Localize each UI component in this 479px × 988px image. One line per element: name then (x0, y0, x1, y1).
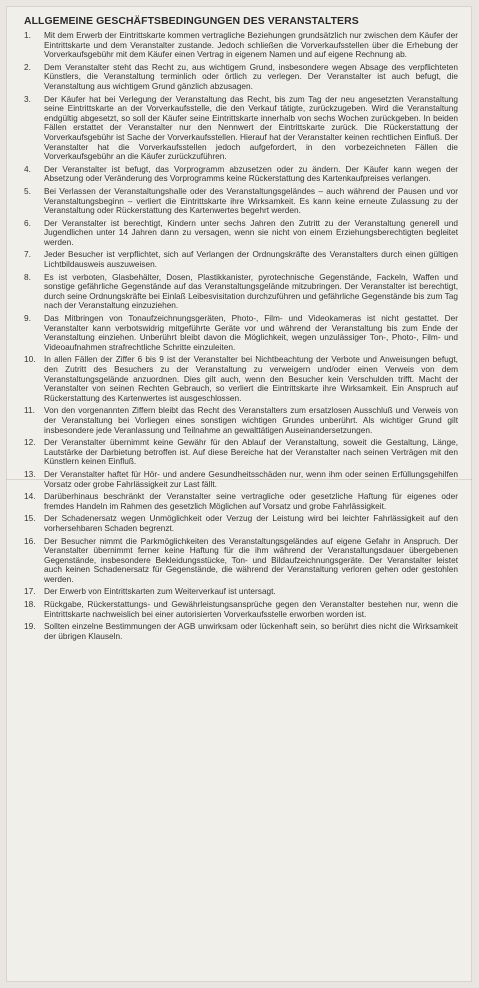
clause-text: Der Veranstalter ist befugt, das Vorprogramm abzusetzen oder zu ändern. Der Käufer kann wegen der Absetzung oder Veränderung des Vorprogramms keine Rückerstattung des Kartenkaufpreises verlangen. (44, 163, 458, 184)
clause-item (24, 187, 458, 216)
clause-text: Von den vorgenannten Ziffern bleibt das Recht des Veranstalters zum ersatzlosen Ausschluß und Verweis von der Veranstaltung bei Vorliegen eines sonstigen wichtigen Grundes unberührt. Als wichtiger Grund gilt insbesondere jede Veranlassung und Teilnahme an gewalttätigen Auseinandersetzungen. (44, 405, 458, 435)
document-title: ALLGEMEINE GESCHÄFTSBEDINGUNGEN DES VERANSTALTERS (24, 16, 359, 27)
clause-number: 14. (24, 491, 36, 502)
clause-text: Der Besucher nimmt die Parkmöglichkeiten des Veranstaltungsgeländes auf eigene Gefahr in Anspruch. Der Veranstalter übernimmt ferner keine Haftung für die ihm während der Veranstaltungsdauer übergebenen Gegenstände, insbesondere Bekleidungsstücke, Ton- und Bildaufzeichnungsgeräte. Der Veranstalter leistet auch keinen Schadenersatz für Gegenstände, die während der Veranstaltung verloren gehen oder gestohlen werden. (44, 535, 458, 584)
clause-number: 3. (24, 93, 31, 104)
clause-number: 8. (24, 271, 31, 282)
clause-number: 18. (24, 599, 36, 610)
clause-number: 15. (24, 513, 36, 524)
clause-list (24, 31, 458, 641)
clause-item (24, 355, 458, 403)
clause-text: Sollten einzelne Bestimmungen der AGB unwirksam oder lückenhaft sein, so berührt dies nicht die Wirksamkeit der übrigen Klauseln. (44, 621, 458, 641)
clause-number: 11. (24, 405, 35, 416)
clause-number: 19. (24, 621, 36, 632)
clause-text: Der Schadenersatz wegen Unmöglichkeit oder Verzug der Leistung wird bei leichter Fahrlässigkeit auf den vorhersehbaren Schaden begrenzt. (44, 513, 458, 533)
clause-number: 12. (24, 437, 36, 448)
clause-text: Mit dem Erwerb der Eintrittskarte kommen vertragliche Beziehungen grundsätzlich nur zwischen dem Käufer der Eintrittskarte und dem Veranstalter zustande. Jedoch schließen die Vorverkaufsstellen über die Erhebung der Vorverkaufsgebühr mit dem Käufer einen Vertrag in eigenem Namen und auf eigene Rechnung ab. (44, 30, 458, 60)
clause-text: Es ist verboten, Glasbehälter, Dosen, Plastikkanister, pyrotechnische Gegenstände, Fackeln, Waffen und sonstige gefährliche Gegenstände auf das Veranstaltungsgelände mitzubringen. Der Veranstalter ist berechtigt, durch seine Ordnungskräfte bei Einlaß Leibesvisitation durchzuführen und gefährliche Gegenstände bis zum Tag nach der Veranstaltung einzuziehen. (44, 271, 458, 311)
clause-number: 7. (24, 249, 31, 260)
clause-number: 10. (24, 354, 36, 365)
clause-item (24, 31, 458, 60)
clause-item (24, 314, 458, 352)
clause-item (24, 622, 458, 641)
clause-number: 17. (24, 586, 36, 597)
clause-text: Bei Verlassen der Veranstaltungshalle oder des Veranstaltungsgeländes – auch während der Pausen und vor Veranstaltungsbeginn – verliert die Eintrittskarte ihre Wirksamkeit. Es kann keine erneute Zulassung zu der Veranstaltung oder Rückerstattung des Kartenwertes begehrt werden. (44, 185, 458, 216)
clause-item (24, 406, 458, 435)
clause-item (24, 587, 458, 597)
clause-text: Darüberhinaus beschränkt der Veranstalter seine vertragliche oder gesetzliche Haftung für eigenes oder fremdes Handeln im Rahmen des gesetzlich Möglichen auf Vorsatz und grobe Fahrlässigkeit. (44, 491, 458, 511)
clause-text: Der Veranstalter übernimmt keine Gewähr für den Ablauf der Veranstaltung, soweit die Gestaltung, Länge, Lautstärke der Darbietung betroffen ist. Auf diese Bereiche hat der Veranstalter nach seinen Verträgen mit den Künstlern keinen Einfluß. (44, 437, 458, 467)
clause-item (24, 219, 458, 248)
clause-number: 1. (24, 30, 31, 40)
clause-item (24, 250, 458, 269)
clause-item (24, 470, 458, 489)
clause-text: Jeder Besucher ist verpflichtet, sich auf Verlangen der Ordnungskräfte des Veranstalters durch einen gültigen Lichtbildausweis auszuweisen. (44, 249, 458, 270)
clause-text: Der Veranstalter haftet für Hör- und andere Gesundheitsschäden nur, wenn ihm oder seinen Erfüllungsgehilfen Vorsatz oder grobe Fahrlässigkeit zur Last fällt. (44, 468, 458, 489)
clause-text: Das Mitbringen von Tonaufzeichnungsgeräten, Photo-, Film- und Videokameras ist nicht gestattet. Der Veranstalter kann verbotswidrig mitgeführte Geräte vor und während der Veranstaltung bis zum Ende der Veranstaltung einziehen. Unberührt bleibt davon die Möglichkeit, wegen unzulässiger Ton-, Photo-, Film- und Videoaufnahmen strafrechtliche Schritte einzuleiten. (44, 313, 458, 352)
clause-item (24, 514, 458, 533)
clause-number: 2. (24, 61, 31, 72)
terms-document (24, 16, 458, 644)
clause-text: Der Veranstalter ist berechtigt, Kindern unter sechs Jahren den Zutritt zu der Veranstaltung generell und Jugendlichen unter 14 Jahren dann zu versagen, wenn sie nicht von einem Erziehungsberechtigten begleitet werden. (44, 217, 458, 247)
clause-number: 13. (24, 468, 36, 479)
clause-text: Der Erwerb von Eintrittskarten zum Weiterverkauf ist untersagt. (44, 586, 276, 597)
clause-number: 5. (24, 185, 31, 196)
clause-item (24, 95, 458, 162)
clause-text: Der Käufer hat bei Verlegung der Veranstaltung das Recht, bis zum Tag der neu angesetzten Veranstaltung seine Eintrittskarte an der Vorverkaufsstelle, die den Verkauf tätigte, zurückzugeben. Wird die Veranstaltung endgültig abgesetzt, so soll der Käufer seine Eintrittskarte innerhalb von sechs Wochen zurückgeben. In beiden Fällen erstattet der Veranstalter nur den Nennwert der Eintrittskarte zurück. Die Rückerstattung der Vorverkaufsgebühr ist Sache der Vorverkaufsstellen. Hierauf hat der Veranstalter keinen rechtlichen Einfluß. Der Veranstalter hat die Vorverkaufsstellen jedoch aufgefordert, in den vorbezeichneten Fällen die Vorverkaufsgebühr an die Käufer zurückzuführen. (44, 93, 458, 162)
clause-item (24, 438, 458, 467)
clause-number: 9. (24, 313, 31, 324)
clause-text: In allen Fällen der Ziffer 6 bis 9 ist der Veranstalter bei Nichtbeachtung der Verbote und Anweisungen befugt, den Zutritt des Besuchers zu der Veranstaltung zu verweigern und/oder einen Verweis von dem Veranstaltungsgelände anzuordnen. Dies gilt auch, wenn den Besucher kein Verschulden trifft. Macht der Veranstalter von seinen Rechten Gebrauch, so verliert die Eintrittskarte ihre Wirksamkeit. Ein Anspruch auf Rückerstattung des Kartenwertes ist ausgeschlossen. (44, 354, 458, 403)
clause-number: 4. (24, 163, 31, 174)
clause-item (24, 537, 458, 585)
clause-text: Dem Veranstalter steht das Recht zu, aus wichtigem Grund, insbesondere wegen Absage des verpflichteten Künstlers, die Veranstaltung terminlich oder örtlich zu verlegen. Der Veranstalter ist auch befugt, die Veranstaltung aus wichtigem Grund gänzlich abzusagen. (44, 61, 458, 91)
ticket-back-paper (6, 6, 472, 982)
clause-item (24, 63, 458, 92)
clause-text: Rückgabe, Rückerstattungs- und Gewährleistungsansprüche gegen den Veranstalter bestehen nur, wenn die Eintrittskarte nachweislich bei einer autorisierten Vorverkaufsstelle erworben worden ist. (44, 599, 458, 619)
clause-number: 16. (24, 535, 36, 546)
clause-item (24, 165, 458, 184)
clause-item (24, 600, 458, 619)
clause-item (24, 273, 458, 311)
clause-item (24, 492, 458, 511)
clause-number: 6. (24, 217, 31, 228)
